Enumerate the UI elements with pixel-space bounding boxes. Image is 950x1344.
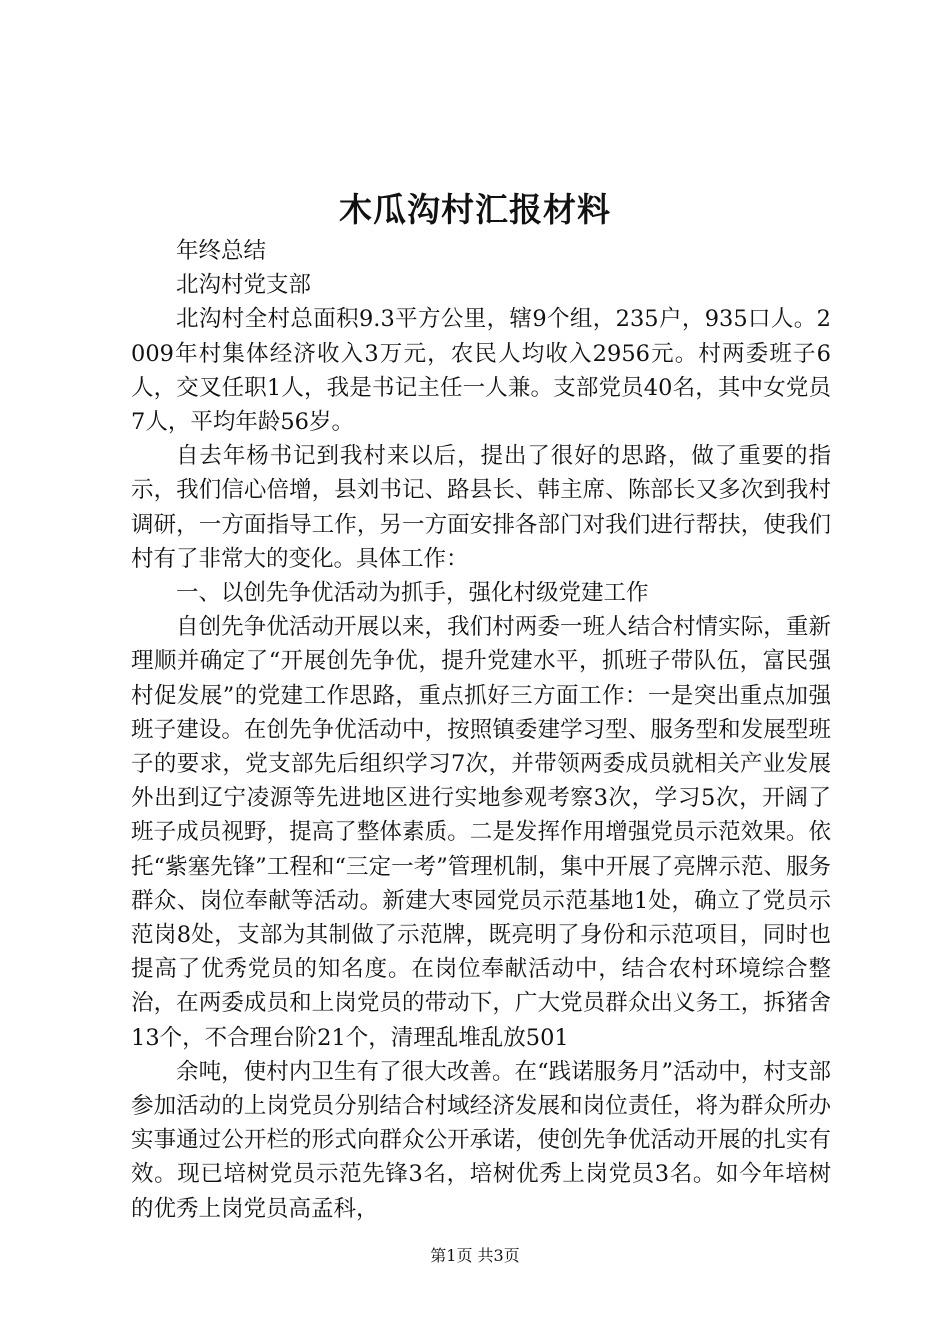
paragraph-service-month: 余吨，使村内卫生有了很大改善。在“践诺服务月”活动中，村支部参加活动的上岗党员分别结合村域经济发展和岗位责任，将为群众所办实事通过公开栏的形式向群众公开承诺，使创先争优活动开展的扎实有效。现已培树党员示范先锋3名，培树优秀上岗党员3名。如今年培树的优秀上岗党员高孟科，: [131, 1058, 831, 1222]
paragraph-party-branch: 北沟村党支部: [176, 272, 312, 299]
document-title: 木瓜沟村汇报材料: [339, 190, 611, 229]
paragraph-guidance: 自去年杨书记到我村来以后，提出了很好的思路，做了重要的指示，我们信心倍增，县刘书记、路县长、韩主席、陈部长又多次到我村调研，一方面指导工作，另一方面安排各部门对我们进行帮扶，使我们村有了非常大的变化。具体工作：: [131, 443, 831, 572]
paragraph-year-summary: 年终总结: [176, 238, 267, 264]
section-heading-1: 一、以创先争优活动为抓手，强化村级党建工作: [176, 580, 649, 607]
paragraph-party-building: 自创先争优活动开展以来，我们村两委一班人结合村情实际，重新理顺并确定了“开展创先争优，提升党建水平，抓班子带队伍，富民强村促发展”的党建工作思路，重点抓好三方面工作：一是突出重点加强班子建设。在创先争优活动中，按照镇委建学习型、服务型和发展型班子的要求，党支部先后组织学习7次，并带领两委成员就相关产业发展外出到辽宁凌源等先进地区进行实地参观考察3次，学习5次，开阔了班子成员视野，提高了整体素质。二是发挥作用增强党员示范效果。依托“紫塞先锋”工程和“三定一考”管理机制，集中开展了亮牌示范、服务群众、岗位奉献等活动。新建大枣园党员示范基地1处，确立了党员示范岗8处，支部为其制做了示范牌，既亮明了身份和示范项目，同时也提高了优秀党员的知名度。在岗位奉献活动中，结合农村环境综合整治，在两委成员和上岗党员的带动下，广大党员群众出义务工，拆猪舍13个，不合理台阶21个，清理乱堆乱放501: [131, 614, 831, 1051]
paragraph-village-overview: 北沟村全村总面积9.3平方公里，辖9个组，235户，935口人。2009年村集体经济收入3万元，农民人均收入2956元。村两委班子6人，交叉任职1人，我是书记主任一人兼。支部党员40名，其中女党员7人，平均年龄56岁。: [131, 306, 831, 436]
document-body: [131, 232, 831, 1226]
page-footer: 第1页 共3页: [430, 1246, 520, 1265]
